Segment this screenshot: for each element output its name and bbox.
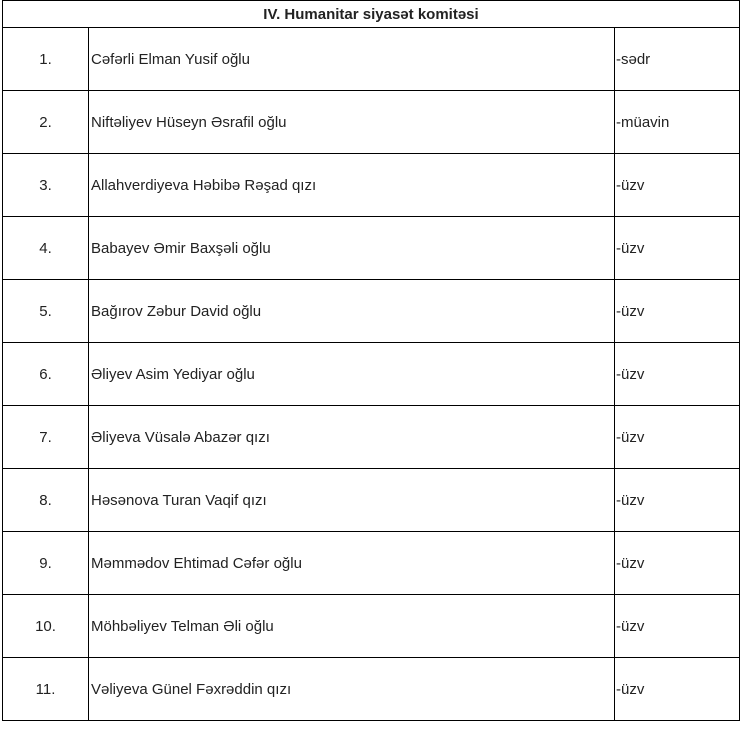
row-number: 1.	[3, 28, 89, 91]
member-name: Bağırov Zəbur David oğlu	[89, 280, 615, 343]
table-row	[3, 469, 740, 532]
row-number: 9.	[3, 532, 89, 595]
member-name: Əliyeva Vüsalə Abazər qızı	[89, 406, 615, 469]
row-number: 7.	[3, 406, 89, 469]
member-role: -üzv	[615, 469, 740, 532]
member-role: -üzv	[615, 343, 740, 406]
member-role: -üzv	[615, 406, 740, 469]
row-number: 3.	[3, 154, 89, 217]
table-row	[3, 28, 740, 91]
row-number: 10.	[3, 595, 89, 658]
member-name: Cəfərli Elman Yusif oğlu	[89, 28, 615, 91]
row-number: 2.	[3, 91, 89, 154]
table-row	[3, 343, 740, 406]
committee-table	[2, 0, 740, 721]
row-number: 4.	[3, 217, 89, 280]
table-row	[3, 280, 740, 343]
member-role: -üzv	[615, 154, 740, 217]
member-name: Möhbəliyev Telman Əli oğlu	[89, 595, 615, 658]
member-name: Niftəliyev Hüseyn Əsrafil oğlu	[89, 91, 615, 154]
table-row	[3, 658, 740, 721]
row-number: 8.	[3, 469, 89, 532]
table-row	[3, 217, 740, 280]
table-row	[3, 406, 740, 469]
member-role: -sədr	[615, 28, 740, 91]
member-name: Babayev Əmir Baxşəli oğlu	[89, 217, 615, 280]
table-row	[3, 154, 740, 217]
row-number: 5.	[3, 280, 89, 343]
member-name: Allahverdiyeva Həbibə Rəşad qızı	[89, 154, 615, 217]
table-row	[3, 91, 740, 154]
member-role: -üzv	[615, 532, 740, 595]
member-role: -üzv	[615, 280, 740, 343]
table-row	[3, 595, 740, 658]
member-role: -üzv	[615, 658, 740, 721]
table-title-row	[3, 1, 740, 28]
table-title: IV. Humanitar siyasət komitəsi	[3, 1, 740, 28]
member-name: Vəliyeva Günel Fəxrəddin qızı	[89, 658, 615, 721]
member-name: Həsənova Turan Vaqif qızı	[89, 469, 615, 532]
member-role: -üzv	[615, 217, 740, 280]
member-name: Məmmədov Ehtimad Cəfər oğlu	[89, 532, 615, 595]
member-role: -üzv	[615, 595, 740, 658]
row-number: 11.	[3, 658, 89, 721]
table-row	[3, 532, 740, 595]
row-number: 6.	[3, 343, 89, 406]
member-name: Əliyev Asim Yediyar oğlu	[89, 343, 615, 406]
member-role: -müavin	[615, 91, 740, 154]
